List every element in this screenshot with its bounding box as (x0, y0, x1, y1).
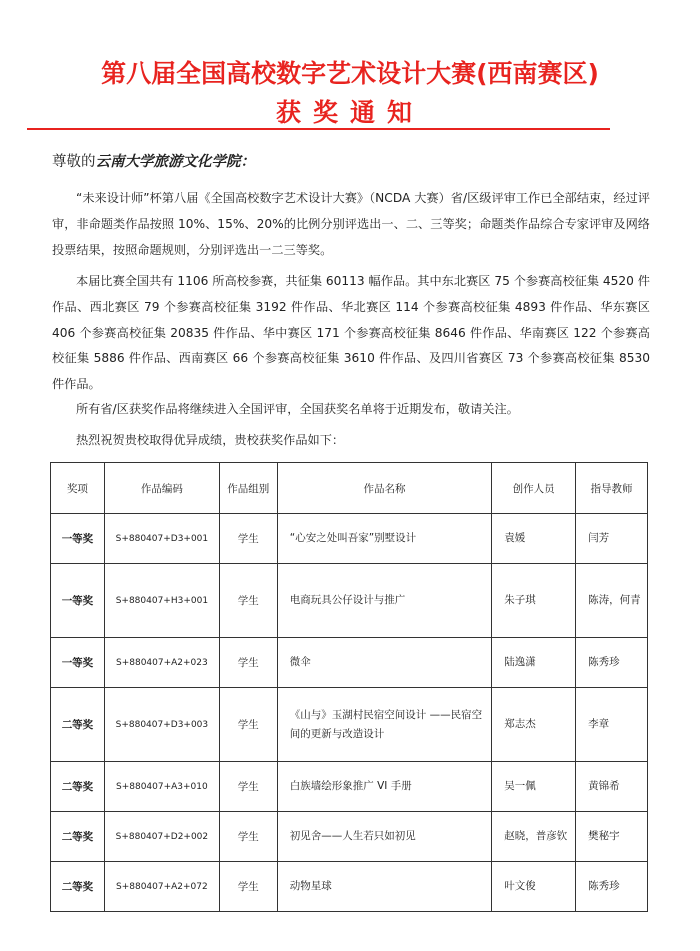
cell-award: 一等奖 (51, 514, 105, 564)
header-code: 作品编码 (104, 463, 219, 514)
header-advisor: 指导教师 (576, 463, 648, 514)
awards-table (50, 462, 648, 912)
cell-title: 白族墙绘形象推广 VI 手册 (277, 762, 491, 812)
cell-advisor: 樊秘宇 (576, 812, 648, 862)
cell-creator: 郑志杰 (492, 688, 576, 762)
cell-creator: 袁媛 (492, 514, 576, 564)
table-row (51, 514, 648, 564)
cell-title: 微伞 (277, 638, 491, 688)
cell-award: 二等奖 (51, 862, 105, 912)
cell-group: 学生 (219, 688, 277, 762)
cell-code: S+880407+D3+001 (104, 514, 219, 564)
cell-advisor: 陈涛，何青 (576, 564, 648, 638)
cell-advisor: 闫芳 (576, 514, 648, 564)
cell-group: 学生 (219, 862, 277, 912)
cell-code: S+880407+D3+003 (104, 688, 219, 762)
salutation-school: 云南大学旅游文化学院： (95, 153, 255, 170)
cell-group: 学生 (219, 812, 277, 862)
cell-group: 学生 (219, 638, 277, 688)
cell-creator: 叶文俊 (492, 862, 576, 912)
table-header-row (51, 463, 648, 514)
cell-advisor: 陈秀珍 (576, 862, 648, 912)
header-title: 作品名称 (277, 463, 491, 514)
cell-title: 电商玩具公仔设计与推广 (277, 564, 491, 638)
cell-creator: 朱子琪 (492, 564, 576, 638)
cell-creator: 吴一佩 (492, 762, 576, 812)
cell-award: 二等奖 (51, 812, 105, 862)
cell-group: 学生 (219, 564, 277, 638)
cell-creator: 赵晓，普彦钦 (492, 812, 576, 862)
paragraph-participation-stats: 本届比赛全国共有 1106 所高校参赛，共征集 60113 幅作品。其中东北赛区 75 个参赛高校征集 4520 件作品、西北赛区 79 个参赛高校征集 3192 件作品、华北赛区 114 个参赛高校征集 4893 件作品、华东赛区 406 个参赛高校征集 20835 件作品、华中赛区 171 个参赛高校征集 8646 件作品、华南赛区 122 个参赛高校征集 5886 件作品、西南赛区 66 个参赛高校征集 3610 件作品、及四川省赛区 73 个参赛高校征集 8530 件作品。 (52, 274, 650, 392)
salutation (52, 150, 255, 171)
cell-group: 学生 (219, 762, 277, 812)
table-row (51, 688, 648, 762)
cell-creator: 陆逸潇 (492, 638, 576, 688)
table-row (51, 638, 648, 688)
header-creator: 创作人员 (492, 463, 576, 514)
paragraph-congratulations: 热烈祝贺贵校取得优异成绩，贵校获奖作品如下： (76, 433, 345, 447)
table-row (51, 762, 648, 812)
cell-award: 二等奖 (51, 762, 105, 812)
table-row (51, 564, 648, 638)
paragraph-national-review: 所有省/区获奖作品将继续进入全国评审，全国获奖名单将于近期发布，敬请关注。 (76, 402, 519, 416)
cell-code: S+880407+A3+010 (104, 762, 219, 812)
cell-code: S+880407+H3+001 (104, 564, 219, 638)
cell-advisor: 李章 (576, 688, 648, 762)
cell-title: 《山与》玉湖村民宿空间设计 ——民宿空间的更新与改造设计 (277, 688, 491, 762)
salutation-prefix: 尊敬的 (52, 154, 96, 170)
document-title: 第八届全国高校数字艺术设计大赛(西南赛区) (101, 59, 599, 88)
cell-title: “心安之处叫吾家”别墅设计 (277, 514, 491, 564)
cell-award: 一等奖 (51, 564, 105, 638)
header-group: 作品组别 (219, 463, 277, 514)
cell-advisor: 黄锦希 (576, 762, 648, 812)
cell-title: 动物星球 (277, 862, 491, 912)
cell-code: S+880407+A2+023 (104, 638, 219, 688)
table-row (51, 862, 648, 912)
cell-group: 学生 (219, 514, 277, 564)
cell-award: 一等奖 (51, 638, 105, 688)
cell-code: S+880407+A2+072 (104, 862, 219, 912)
cell-advisor: 陈秀珍 (576, 638, 648, 688)
cell-code: S+880407+D2+002 (104, 812, 219, 862)
header-award: 奖项 (51, 463, 105, 514)
cell-award: 二等奖 (51, 688, 105, 762)
cell-title: 初见舍——人生若只如初见 (277, 812, 491, 862)
table-row (51, 812, 648, 862)
title-divider (27, 128, 610, 130)
paragraph-review-summary: “未来设计师”杯第八届《全国高校数字艺术设计大赛》（NCDA 大赛）省/区级评审工作已全部结束，经过评审，非命题类作品按照 10%、15%、20%的比例分别评选出一、二、三等奖；命题类作品综合专家评审及网络投票结果，按照命题规则，分别评选出一二三等奖。 (52, 191, 650, 257)
document-subtitle: 获奖通知 (275, 98, 424, 127)
